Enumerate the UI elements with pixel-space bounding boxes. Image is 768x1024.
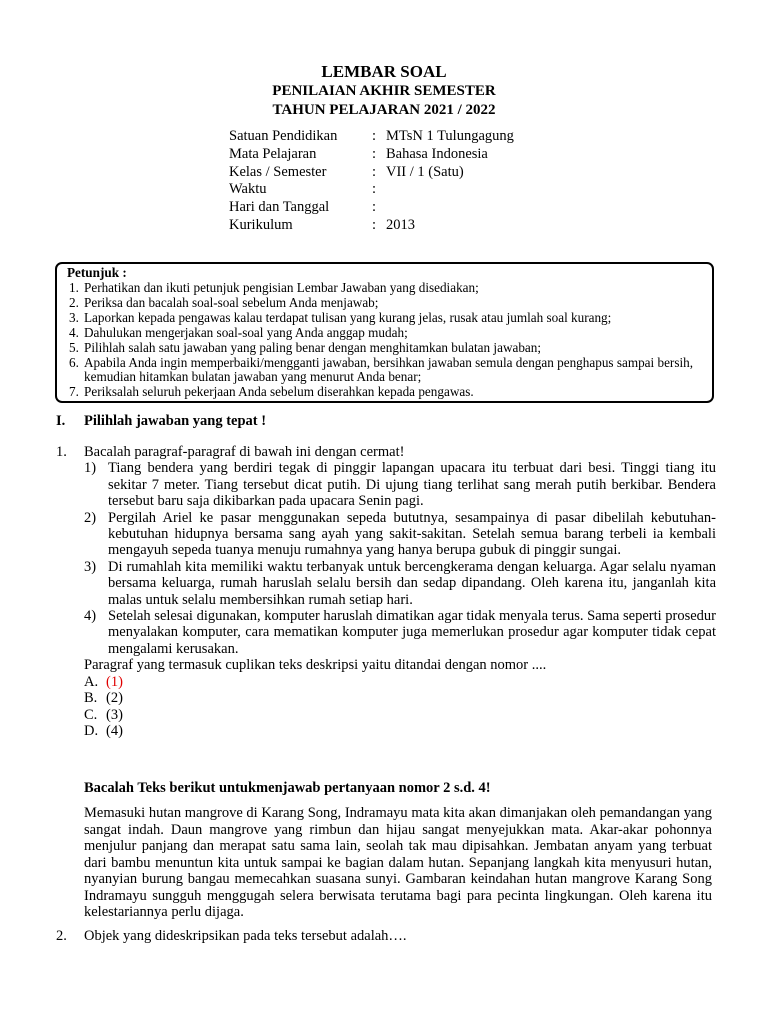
instruction-number: 2. [69, 294, 79, 310]
paragraph-number: 2) [84, 509, 97, 526]
question-number: 2. [56, 928, 67, 944]
question-number: 1. [56, 444, 67, 460]
instruction-item [69, 281, 705, 296]
exam-subtitle: PENILAIAN AKHIR SEMESTER [272, 83, 496, 99]
instructions-heading: Petunjuk : [67, 265, 127, 280]
option-letter: A. [84, 673, 99, 690]
paragraph-item [84, 559, 716, 608]
paragraph-item [84, 510, 716, 559]
info-row [229, 164, 514, 182]
exam-info-table [229, 128, 514, 235]
instruction-text: Dahulukan mengerjakan soal-soal yang Anda anggap mudah; [84, 324, 408, 340]
instruction-number: 3. [69, 309, 79, 325]
info-value: 2013 [386, 216, 415, 233]
info-label: Kurikulum [229, 216, 293, 233]
page-title: LEMBAR SOAL [321, 62, 447, 81]
question-1 [56, 444, 716, 740]
instruction-text: Pilihlah salah satu jawaban yang paling benar dengan menghitamkan bulatan jawaban; [84, 339, 542, 355]
option-text: (3) [106, 706, 123, 723]
option-text: (2) [106, 690, 123, 707]
section-heading [56, 413, 266, 430]
question-2 [56, 928, 407, 945]
info-colon: : [372, 199, 377, 216]
info-value: Bahasa Indonesia [386, 145, 488, 162]
option-letter: D. [84, 723, 99, 740]
instruction-item [69, 385, 705, 400]
paragraph-item [84, 460, 716, 509]
instruction-text: Periksa dan bacalah soal-soal sebelum Anda menjawab; [84, 294, 379, 310]
info-value: MTsN 1 Tulungagung [386, 128, 514, 144]
option-text: (4) [106, 723, 123, 740]
question-intro: Bacalah paragraf-paragraf di bawah ini dengan cermat! [84, 444, 405, 460]
answer-options [84, 674, 716, 740]
option-letter: B. [84, 690, 98, 707]
academic-year: TAHUN PELAJARAN 2021 / 2022 [272, 102, 496, 118]
info-value: VII / 1 (Satu) [386, 163, 464, 180]
instruction-number: 1. [69, 280, 79, 295]
answer-option-b[interactable] [84, 690, 716, 707]
option-text-highlighted: (1) [106, 673, 123, 690]
paragraph-number: 4) [84, 608, 97, 625]
option-letter: C. [84, 706, 98, 723]
section-title: Pilihlah jawaban yang tepat ! [84, 413, 267, 429]
paragraph-number: 3) [84, 558, 97, 575]
instruction-item [69, 356, 705, 386]
paragraph-text: Tiang bendera yang berdiri tegak di pinggir lapangan upacara itu terbuat dari besi. Tinggi tiang itu sekitar 7 meter. Tiang tersebut dicat putih. Di ujung tiang terlihat sang merah putih berkibar. Bendera tersebut baru saja dikibarkan pada upacara Senin pagi. [108, 460, 716, 510]
paragraph-text: Setelah selesai digunakan, komputer haruslah dimatikan agar tidak menyala terus. Sama seperti prosedur menyalakan komputer, cara mematikan komputer juga memerlukan prosedur agar komputer tidak cepat mengalami kerusakan. [108, 608, 717, 657]
section-number: I. [56, 413, 66, 429]
info-colon: : [372, 181, 377, 198]
instruction-text: Periksalah seluruh pekerjaan Anda sebelum diserahkan kepada pengawas. [84, 384, 474, 400]
question-stem: Paragraf yang termasuk cuplikan teks deskripsi yaitu ditandai dengan nomor .... [84, 657, 547, 674]
paragraph-text: Di rumahlah kita memiliki waktu terbanyak untuk bercengkerama dengan keluarga. Agar selalu nyaman bersama keluarga, rumah haruslah selalu bersih dan sedap dipandang. Oleh karena itu, janganlah kita malas untuk selalu membersihkan rumah setiap hari. [108, 558, 716, 608]
info-row [229, 146, 514, 164]
info-label: Waktu [229, 181, 267, 198]
paragraph-list [84, 460, 716, 657]
answer-option-a[interactable] [84, 674, 716, 691]
info-row [229, 217, 514, 235]
info-colon: : [372, 216, 377, 233]
answer-option-c[interactable] [84, 707, 716, 724]
instruction-item [69, 296, 705, 311]
instructions-box [55, 262, 714, 403]
info-label: Satuan Pendidikan [229, 128, 338, 144]
question-text: Objek yang dideskripsikan pada teks tersebut adalah…. [84, 928, 407, 944]
info-row [229, 128, 514, 146]
info-colon: : [372, 163, 377, 180]
paragraph-number: 1) [84, 460, 97, 477]
instruction-item [69, 311, 705, 326]
instruction-number: 6. [69, 354, 79, 370]
reading-instruction: Bacalah Teks berikut untukmenjawab pertanyaan nomor 2 s.d. 4! [84, 780, 491, 796]
info-row [229, 199, 514, 217]
reading-passage [84, 805, 712, 921]
passage-text: Memasuki hutan mangrove di Karang Song, Indramayu mata kita akan dimanjakan oleh pemandangan yang sangat indah. Daun mangrove yang rimbun dan hijau sangat menyejukkan mata. Akar-akar pohonnya menjulur panjang dan merapat satu sama lain, seolah tak mau dipisahkan. Jembatan anyam yang terbuat dari bambu menuntun kita untuk sampai ke bagian dalam hutan. Sepanjang langkah kita menyusuri hutan, nyanyian burung bangau memecahkan suasana sunyi. Gambaran keindahan hutan mangrove Karang Song Indramayu sungguh menggugah selera berwisata terutama bagi para pecinta lingkungan. Oleh karena itu kelestariannya perlu dijaga. [84, 805, 712, 920]
instruction-text: Laporkan kepada pengawas kalau terdapat tulisan yang kurang jelas, rusak atau jumlah soal kurang; [84, 309, 612, 325]
instruction-text: Apabila Anda ingin memperbaiki/mengganti jawaban, bersihkan jawaban semula dengan penghapus sampai bersih, kemudian hitamkan bulatan jawaban yang menurut Anda benar; [84, 354, 694, 385]
instruction-number: 7. [69, 384, 79, 400]
info-label: Mata Pelajaran [229, 145, 317, 162]
instruction-number: 4. [69, 324, 79, 340]
paragraph-text: Pergilah Ariel ke pasar menggunakan sepeda bututnya, sesampainya di pasar dibelilah kebutuhan-kebutuhan hidupnya bersama sang ayah yang sakit-sakitan. Setelah semua barang terbeli ia kembali mengayuh sepeda tuanya menuju rumahnya yang hanya berupa gubuk di pinggir sungai. [108, 509, 716, 559]
info-colon: : [372, 128, 377, 144]
answer-option-d[interactable] [84, 723, 716, 740]
info-label: Kelas / Semester [229, 163, 327, 180]
info-label: Hari dan Tanggal [229, 199, 330, 216]
instructions-list [69, 281, 705, 400]
info-row [229, 181, 514, 199]
question-intro-row [56, 444, 716, 460]
instruction-text: Perhatikan dan ikuti petunjuk pengisian Lembar Jawaban yang disediakan; [84, 280, 479, 295]
paragraph-item [84, 608, 716, 657]
instruction-item [69, 341, 705, 356]
instruction-item [69, 326, 705, 341]
info-colon: : [372, 145, 377, 162]
instruction-number: 5. [69, 339, 79, 355]
